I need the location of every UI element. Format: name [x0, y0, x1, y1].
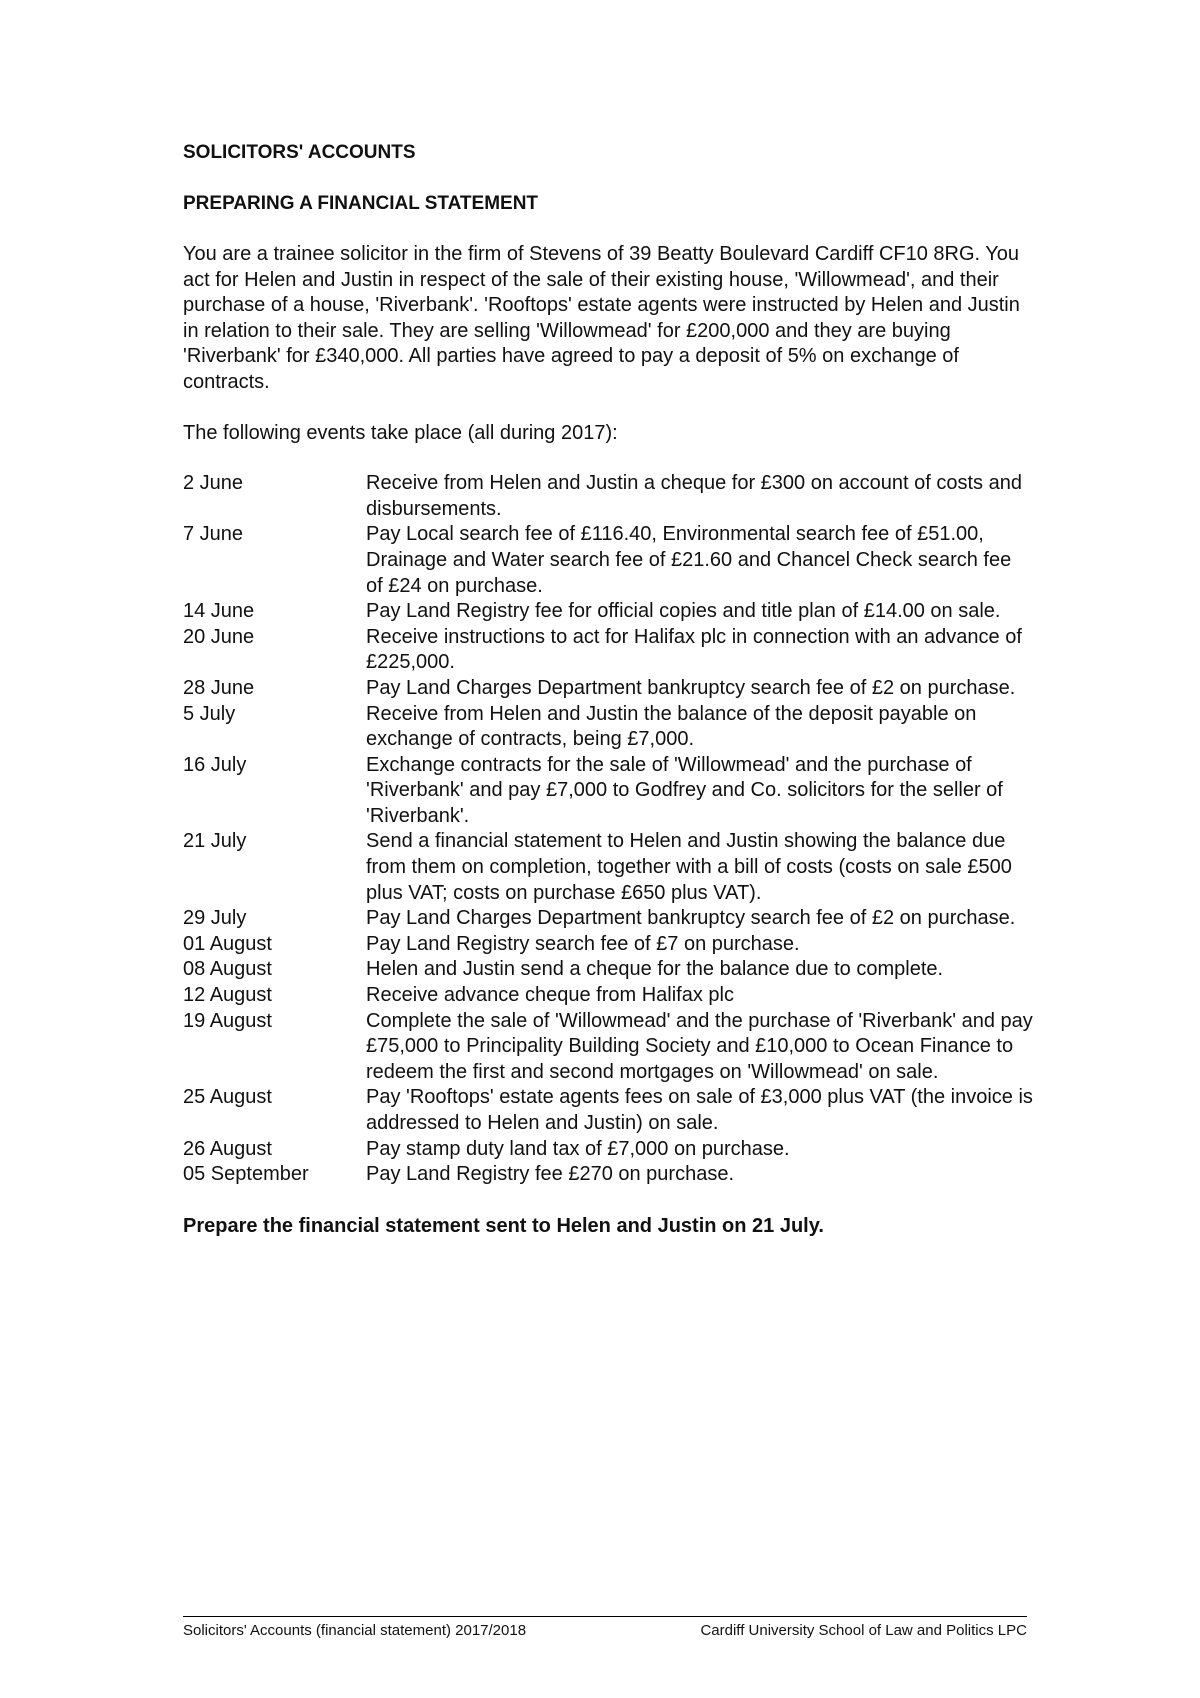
event-text: Receive instructions to act for Halifax plc in connection with an advance of £225,000. [366, 625, 1022, 674]
event-date: 14 June [183, 600, 255, 623]
event-date: 29 July [183, 907, 247, 930]
document-subtitle: PREPARING A FINANCIAL STATEMENT [183, 193, 539, 214]
event-text: Receive from Helen and Justin a cheque for £300 on account of costs and disbursements. [366, 472, 1022, 520]
event-date: 26 August [183, 1137, 272, 1160]
task-instruction: Prepare the financial statement sent to Helen and Justin on 21 July. [183, 1214, 824, 1237]
event-date: 12 August [183, 984, 272, 1007]
event-row [183, 829, 1033, 906]
event-date: 08 August [183, 958, 272, 981]
event-text: Send a financial statement to Helen and Justin showing the balance due from them on completion, together with a bill of costs (costs on sale £500 plus VAT; costs on purchase £650 plus VAT). [366, 830, 1012, 904]
event-row [183, 522, 1033, 599]
event-row [183, 1009, 1033, 1086]
event-text: Helen and Justin send a cheque for the balance due to complete. [366, 958, 944, 981]
event-row [183, 983, 1033, 1009]
event-row [183, 1085, 1033, 1136]
event-row [183, 625, 1033, 676]
event-row [183, 906, 1033, 932]
event-date: 7 June [183, 523, 244, 546]
event-text: Receive from Helen and Justin the balance of the deposit payable on exchange of contracts, being £7,000. [366, 702, 977, 751]
event-date: 19 August [183, 1009, 272, 1032]
event-row [183, 957, 1033, 983]
event-text: Pay stamp duty land tax of £7,000 on purchase. [366, 1137, 790, 1160]
events-list [183, 471, 1033, 1188]
event-row [183, 471, 1033, 522]
event-row [183, 599, 1033, 625]
event-text: Pay Land Charges Department bankruptcy search fee of £2 on purchase. [366, 907, 1016, 930]
event-date: 05 September [183, 1163, 309, 1186]
events-intro: The following events take place (all during 2017): [183, 421, 618, 444]
event-text: Pay Land Registry fee for official copies and title plan of £14.00 on sale. [366, 600, 1001, 623]
page-footer [183, 1616, 1027, 1640]
event-text: Complete the sale of 'Willowmead' and the purchase of 'Riverbank' and pay £75,000 to Principality Building Society and £10,000 to Ocean Finance to redeem the first and second mortgages on 'Willowmead' on sale. [366, 1009, 1033, 1083]
event-row [183, 932, 1033, 958]
event-date: 16 July [183, 753, 247, 776]
event-row [183, 753, 1033, 830]
event-date: 2 June [183, 472, 244, 495]
event-row [183, 676, 1033, 702]
event-text: Pay Land Registry fee £270 on purchase. [366, 1163, 735, 1186]
event-text: Pay 'Rooftops' estate agents fees on sale of £3,000 plus VAT (the invoice is addressed to Helen and Justin) on sale. [366, 1086, 1033, 1134]
event-date: 01 August [183, 932, 272, 955]
event-text: Receive advance cheque from Halifax plc [366, 984, 734, 1007]
event-text: Pay Land Charges Department bankruptcy search fee of £2 on purchase. [366, 676, 1016, 699]
event-date: 28 June [183, 676, 255, 699]
event-date: 5 July [183, 702, 236, 725]
footer-left: Solicitors' Accounts (financial statement) 2017/2018 [183, 1622, 527, 1639]
event-row [183, 1162, 1033, 1188]
event-date: 20 June [183, 625, 255, 648]
event-text: Exchange contracts for the sale of 'Willowmead' and the purchase of 'Riverbank' and pay £7,000 to Godfrey and Co. solicitors for the seller of 'Riverbank'. [366, 753, 1003, 827]
intro-paragraph: You are a trainee solicitor in the firm of Stevens of 39 Beatty Boulevard Cardiff CF10 8RG. You act for Helen and Justin in respect of the sale of their existing house, 'Willowmead', and their purchase of a house, 'Riverbank'. 'Rooftops' estate agents were instructed by Helen and Justin in relation to their sale. They are selling 'Willowmead' for £200,000 and they are buying 'Riverbank' for £340,000. All parties have agreed to pay a deposit of 5% on exchange of contracts. [183, 243, 1020, 393]
event-text: Pay Local search fee of £116.40, Environmental search fee of £51.00, Drainage and Water search fee of £21.60 and Chancel Check search fee of £24 on purchase. [366, 523, 1012, 597]
event-row [183, 1137, 1033, 1163]
event-date: 21 July [183, 830, 247, 853]
document-page [183, 140, 1033, 1259]
footer-right: Cardiff University School of Law and Politics LPC [700, 1622, 1027, 1639]
event-row [183, 702, 1033, 753]
event-text: Pay Land Registry search fee of £7 on purchase. [366, 932, 800, 955]
document-title: SOLICITORS' ACCOUNTS [183, 142, 416, 163]
event-date: 25 August [183, 1086, 272, 1109]
